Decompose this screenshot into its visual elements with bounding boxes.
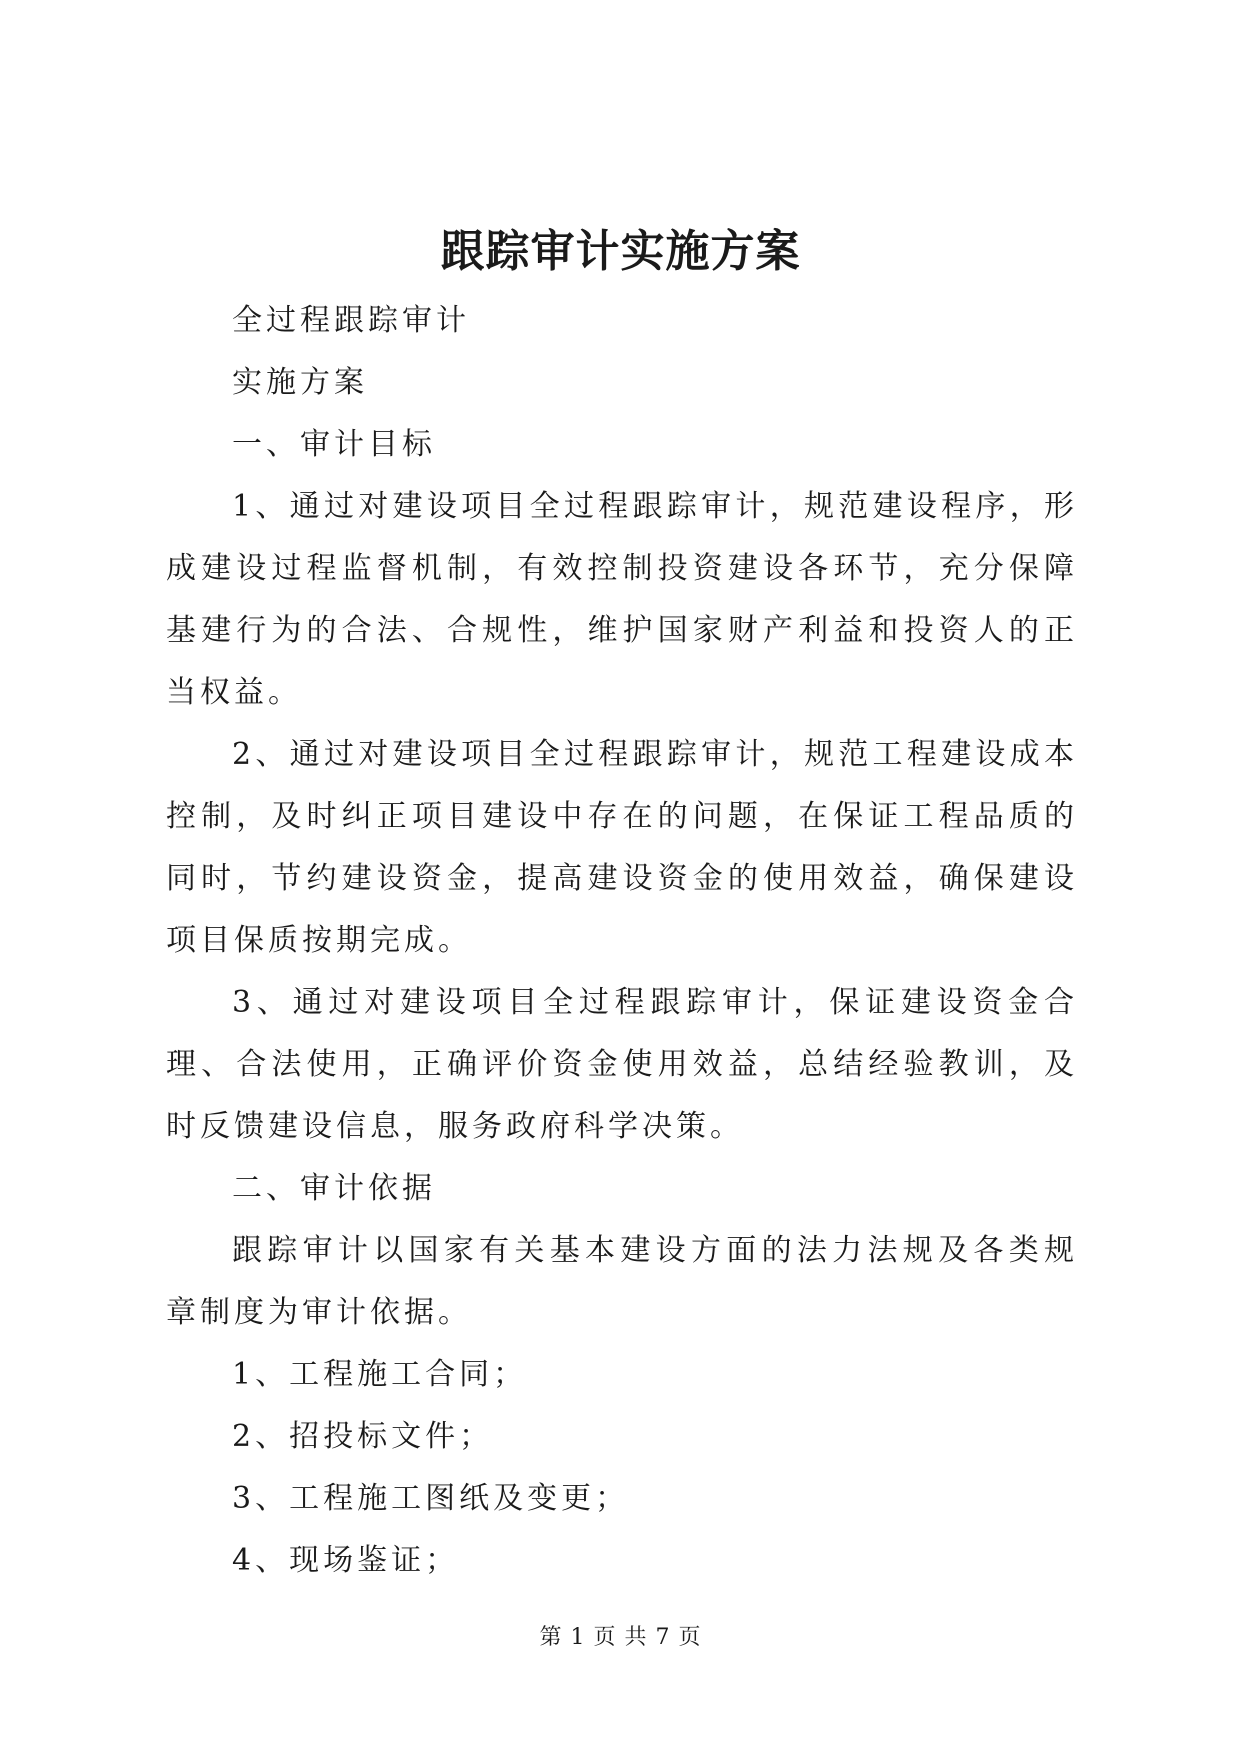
paragraph-goal-2: 2、通过对建设项目全过程跟踪审计，规范工程建设成本控制，及时纠正项目建设中存在的问题，在保证工程品质的同时，节约建设资金，提高建设资金的使用效益，确保建设项目保质按期完成。 bbox=[166, 737, 1078, 958]
paragraph-heading-2: 实施方案 bbox=[232, 365, 368, 400]
paragraph-basis-intro: 跟踪审计以国家有关基本建设方面的法力法规及各类规章制度为审计依据。 bbox=[166, 1233, 1078, 1330]
section-heading-audit-basis: 二、审计依据 bbox=[232, 1171, 436, 1206]
list-item-basis-2: 2、招投标文件； bbox=[232, 1419, 494, 1454]
list-item-basis-4: 4、现场鉴证； bbox=[232, 1543, 460, 1578]
paragraph-heading-1: 全过程跟踪审计 bbox=[232, 303, 470, 338]
page-number-footer: 第 1 页 共 7 页 bbox=[539, 1625, 702, 1650]
list-item-basis-3: 3、工程施工图纸及变更； bbox=[232, 1481, 630, 1516]
document-title: 跟踪审计实施方案 bbox=[440, 226, 801, 277]
document-body bbox=[166, 290, 1078, 1592]
list-item-basis-1: 1、工程施工合同； bbox=[232, 1357, 528, 1392]
section-heading-audit-goals: 一、审计目标 bbox=[232, 427, 436, 462]
paragraph-goal-1: 1、通过对建设项目全过程跟踪审计，规范建设程序，形成建设过程监督机制，有效控制投资建设各环节，充分保障基建行为的合法、合规性，维护国家财产利益和投资人的正当权益。 bbox=[166, 489, 1078, 710]
paragraph-goal-3: 3、通过对建设项目全过程跟踪审计，保证建设资金合理、合法使用，正确评价资金使用效益，总结经验教训，及时反馈建设信息，服务政府科学决策。 bbox=[166, 985, 1078, 1144]
